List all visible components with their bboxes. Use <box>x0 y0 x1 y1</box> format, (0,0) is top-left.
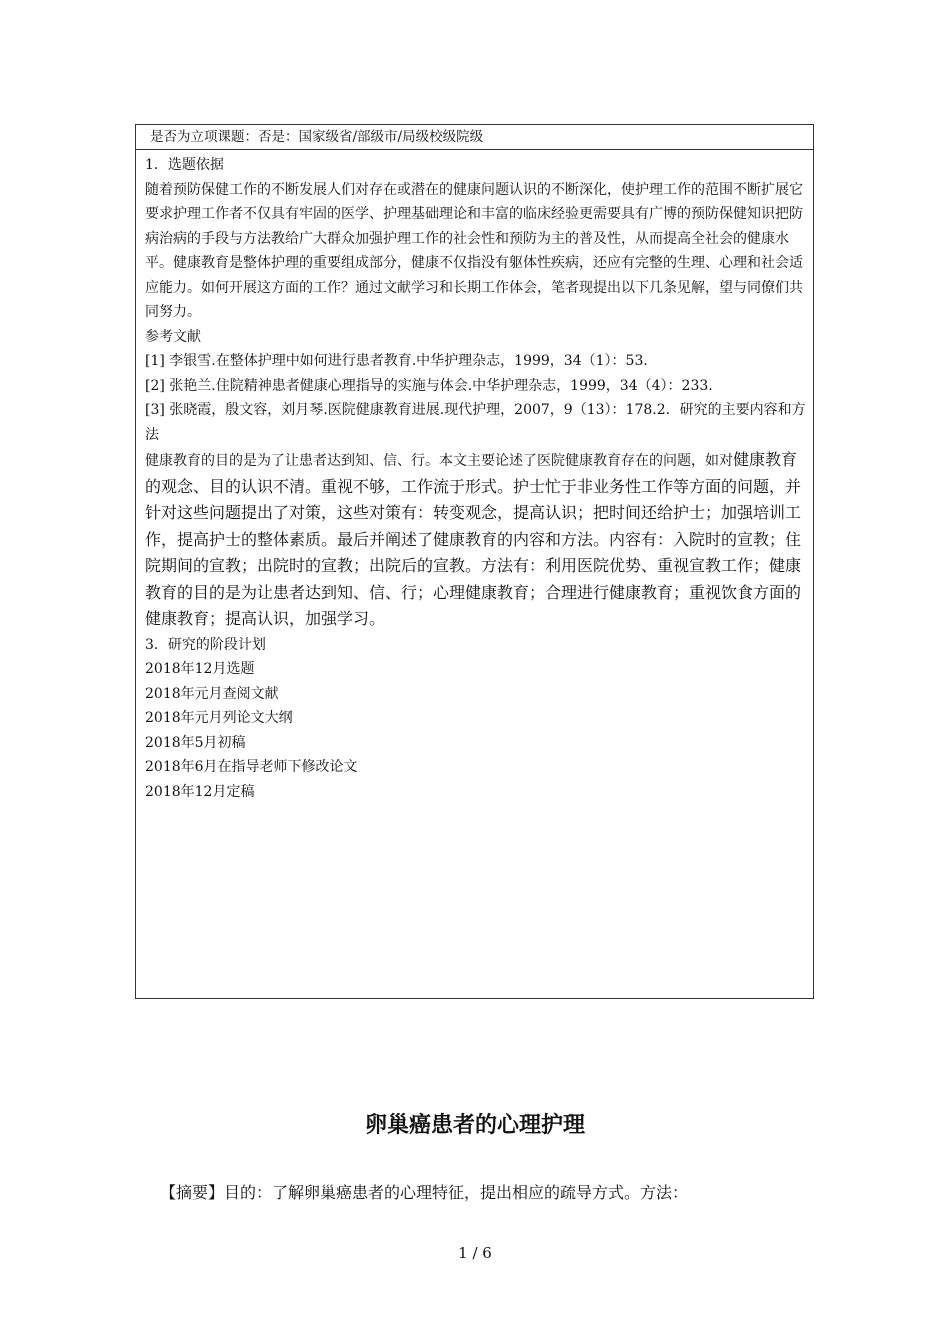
page-number: 1 / 6 <box>458 1244 492 1262</box>
section2-body-part-a: 健康教育的目的是为了让患者达到知、信、行。本文主要论述了医院健康教育存在的问题，如对 <box>145 453 733 469</box>
plan-item: 2018年元月查阅文献 <box>145 685 279 702</box>
article-title: 卵巢癌患者的心理护理 <box>364 1113 585 1138</box>
section2-body <box>145 447 809 633</box>
plan-item: 2018年元月列论文大纲 <box>145 710 293 726</box>
section1-body: 随着预防保健工作的不断发展人们对存在或潜在的健康问题认识的不断深化，使护理工作的范围不断扩展它要求护理工作者不仅具有牢固的医学、护理基础理论和丰富的临床经验更需要具有广博的预防保健知识把防病治病的手段与方法教给广大群众加强护理工作的社会性和预防为主的普及性，从而提高全社会的健康水平。健康教育是整体护理的重要组成部分，健康不仅指没有躯体性疾病，还应有完整的生理、心理和社会适应能力。如何开展这方面的工作？通过文献学习和长期工作体会，笔者现提出以下几条见解，望与同僚们共同努力。 <box>145 181 803 320</box>
section1-title: 1．选题依据 <box>145 157 224 173</box>
project-form-box <box>135 124 814 999</box>
abstract-line: 【摘要】目的：了解卵巢癌患者的心理特征，提出相应的疏导方式。方法： <box>160 1183 689 1202</box>
section2-body-part-b: 健康教育的观念、目的认识不清。重视不够，工作流于形式。护士忙于非业务性工作等方面的问题，并针对这些问题提出了对策，这些对策有：转变观念，提高认识；把时间还给护士；加强培训工作，提高护士的整体素质。最后并阐述了健康教育的内容和方法。内容有：入院时的宣教；住院期间的宣教；出院时的宣教；出院后的宣教。方法有：利用医院优势、重视宣教工作；健康教育的目的是为让患者达到知、信、行；心理健康教育；合理进行健康教育；重视饮食方面的健康教育；提高认识，加强学习。 <box>145 450 802 628</box>
form-content <box>145 153 809 804</box>
project-status-row: 是否为立项课题：否是：国家级省/部级市/局级校级院级 <box>136 125 813 150</box>
reference-item: [2] 张艳兰.住院精神患者健康心理指导的实施与体会.中华护理杂志，1999，34（4）：233. <box>145 377 713 394</box>
reference-item: [3] 张晓霞，殷文容，刘月琴.医院健康教育进展.现代护理，2007，9（13）：178.2．研究的主要内容和方法 <box>145 402 806 443</box>
plan-item: 2018年5月初稿 <box>145 734 246 751</box>
references-title: 参考文献 <box>145 328 201 345</box>
plan-item: 2018年12月选题 <box>145 661 255 677</box>
plan-item: 2018年12月定稿 <box>145 783 255 800</box>
plan-item: 2018年6月在指导老师下修改论文 <box>145 759 358 775</box>
reference-item: [1] 李银雪.在整体护理中如何进行患者教育.中华护理杂志，1999，34（1）：53. <box>145 353 648 369</box>
section3-title: 3．研究的阶段计划 <box>145 636 266 653</box>
